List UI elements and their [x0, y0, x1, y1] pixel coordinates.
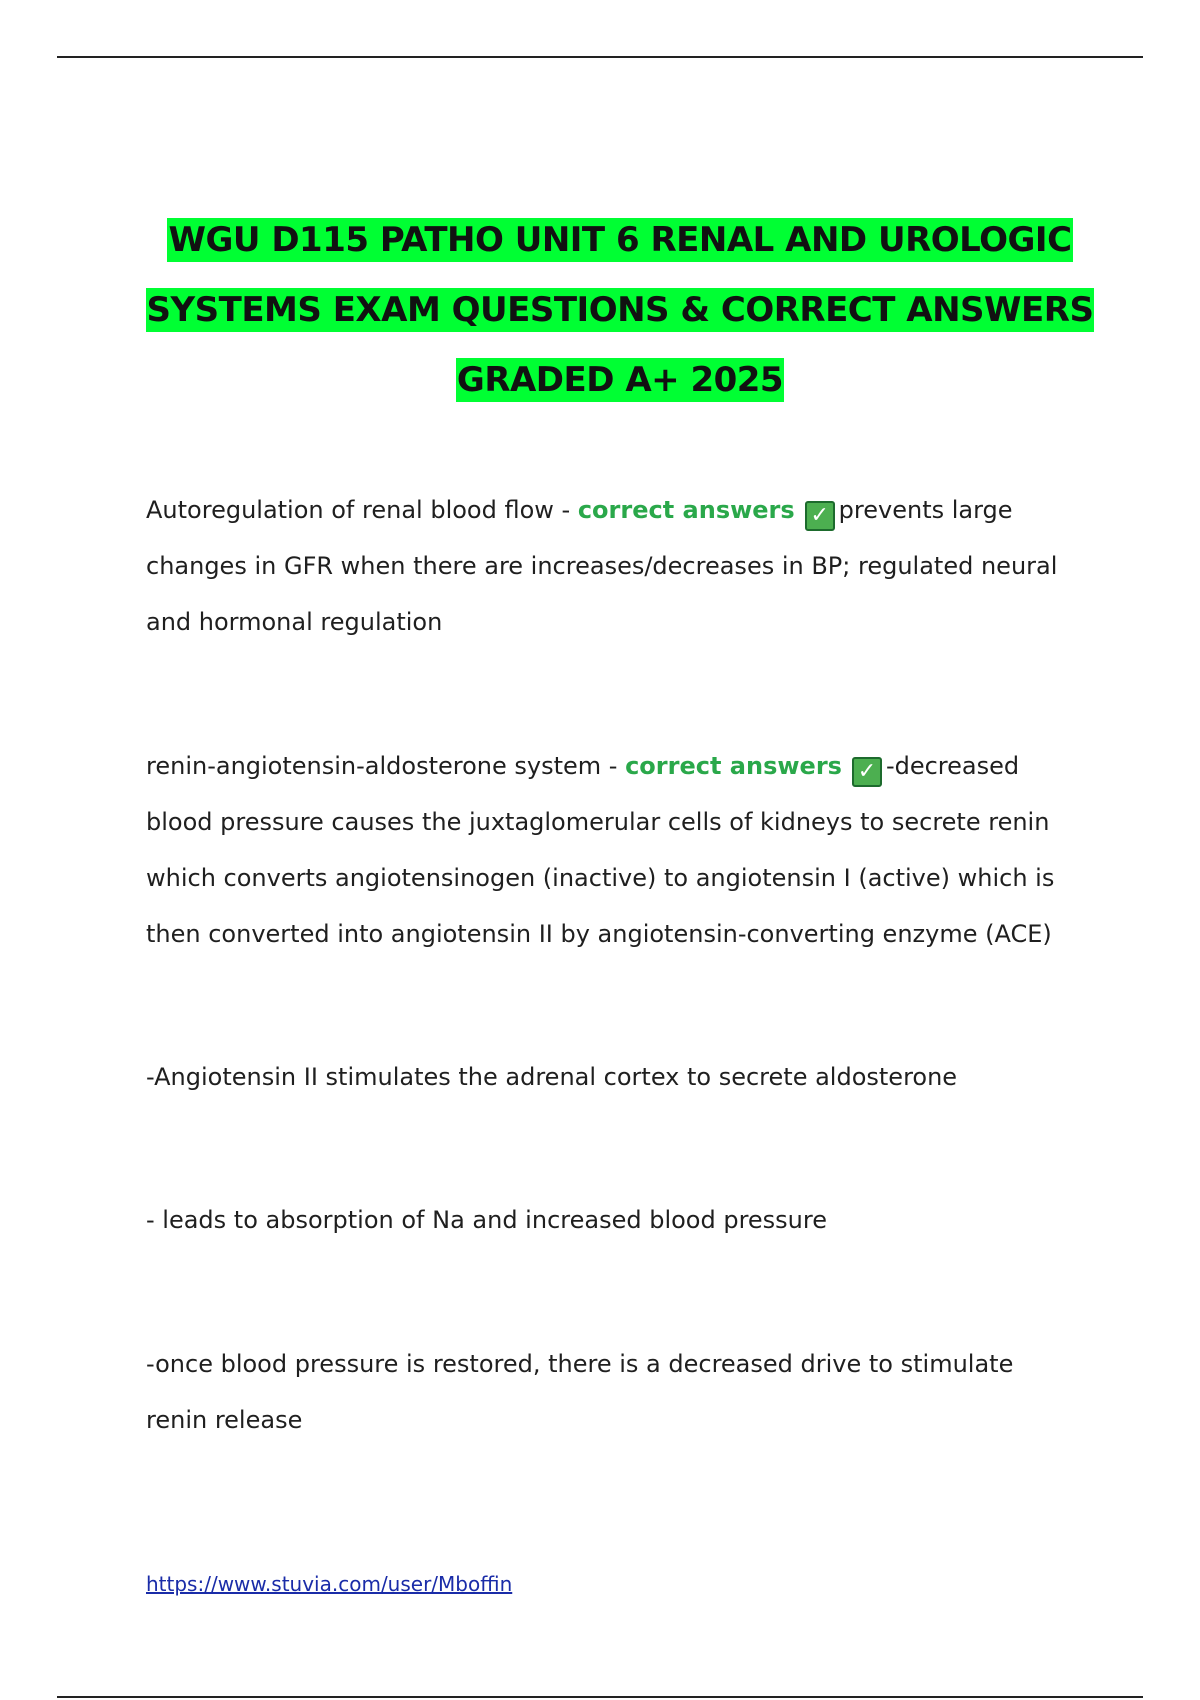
- correct-answers-label: correct answers: [625, 752, 842, 780]
- check-mark-icon: ✓: [852, 757, 882, 787]
- answer-text: then converted into angiotensin II by angiotensin-converting enzyme (ACE): [146, 920, 1052, 948]
- title-line-2: SYSTEMS EXAM QUESTIONS & CORRECT ANSWERS: [146, 290, 1094, 330]
- qa-entry-raas: [146, 738, 1086, 962]
- answer-text: and hormonal regulation: [146, 608, 443, 636]
- bottom-divider: [57, 1696, 1143, 1698]
- correct-answers-label: correct answers: [577, 496, 795, 524]
- question-term: Autoregulation of renal blood flow -: [146, 496, 578, 524]
- title-line-3: GRADED A+ 2025: [456, 360, 784, 400]
- note-angiotensin: -Angiotensin II stimulates the adrenal cortex to secrete aldosterone: [146, 1063, 958, 1091]
- note-renin-release: -once blood pressure is restored, there is a decreased drive to stimulate renin release: [146, 1350, 1014, 1434]
- document-body: [146, 482, 1086, 1448]
- answer-text: which converts angiotensinogen (inactive) to angiotensin I (active) which is: [146, 864, 1055, 892]
- check-mark-icon: ✓: [805, 501, 835, 531]
- footer-link[interactable]: https://www.stuvia.com/user/Mboffin: [146, 1572, 513, 1596]
- document-title: [0, 205, 1200, 415]
- qa-entry-autoregulation: [146, 482, 1086, 650]
- answer-text: prevents large: [838, 496, 1013, 524]
- answer-text: blood pressure causes the juxtaglomerular cells of kidneys to secrete renin: [146, 808, 1050, 836]
- note-sodium: - leads to absorption of Na and increased blood pressure: [146, 1206, 827, 1234]
- title-line-1: WGU D115 PATHO UNIT 6 RENAL AND UROLOGIC: [168, 220, 1072, 260]
- answer-text: changes in GFR when there are increases/decreases in BP; regulated neural: [146, 552, 1058, 580]
- question-term: renin-angiotensin-aldosterone system -: [146, 752, 626, 780]
- top-divider: [57, 56, 1143, 58]
- answer-text: -decreased: [885, 752, 1020, 780]
